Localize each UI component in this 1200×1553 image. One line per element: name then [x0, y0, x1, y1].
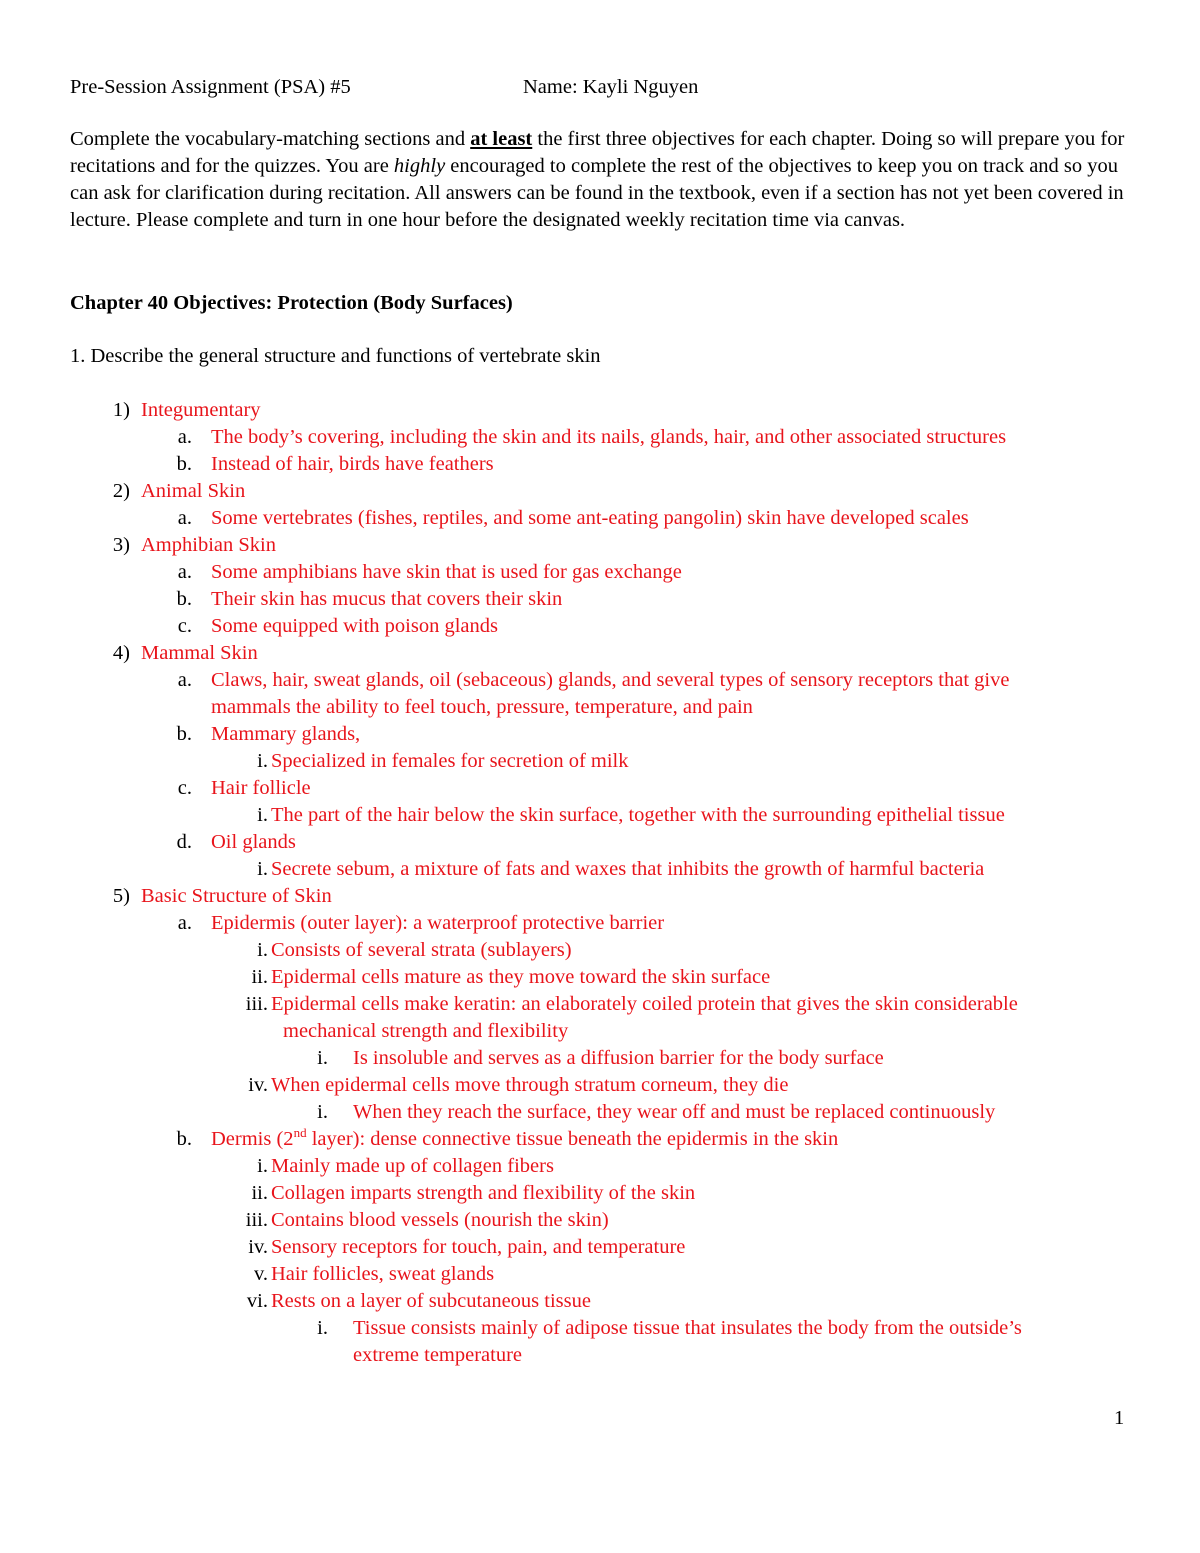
list-item-text: Some equipped with poison glands	[211, 615, 498, 637]
list-item-text: Hair follicles, sweat glands	[271, 1263, 495, 1285]
outline-section	[0, 397, 1200, 424]
list-item-text: The part of the hair below the skin surface, together with the surrounding epithelial tissue	[271, 804, 1005, 826]
instructions-paragraph	[70, 126, 1132, 234]
list-marker: ii.	[251, 966, 268, 988]
answer-outline	[0, 397, 1200, 1369]
list-marker: i.	[257, 939, 268, 961]
list-item	[0, 775, 1200, 802]
list-marker: i.	[317, 1317, 328, 1339]
list-item-text: mechanical strength and flexibility	[283, 1020, 569, 1042]
list-item-text: Secrete sebum, a mixture of fats and waxes that inhibits the growth of harmful bacteria	[271, 858, 985, 880]
list-item-text: Instead of hair, birds have feathers	[211, 453, 494, 475]
list-item	[0, 505, 1200, 532]
list-item	[0, 667, 1200, 694]
list-marker: iv.	[248, 1236, 268, 1258]
list-marker: 2)	[112, 480, 130, 502]
list-item-text: Hair follicle	[211, 777, 311, 799]
page-number: 1	[1114, 1407, 1125, 1429]
list-item-text: Mainly made up of collagen fibers	[271, 1155, 554, 1177]
intro-text-2: the first three objectives for each chapter. Doing so will prepare you for recitations and for the quizzes. You are	[70, 128, 1125, 177]
list-item	[0, 991, 1200, 1018]
list-item	[0, 559, 1200, 586]
list-item	[0, 802, 1200, 829]
list-item-text: When they reach the surface, they wear off and must be replaced continuously	[353, 1101, 996, 1123]
list-item	[0, 451, 1200, 478]
list-marker: a.	[177, 669, 192, 691]
list-item	[0, 1315, 1200, 1342]
list-marker: i.	[257, 1155, 268, 1177]
list-marker: b.	[176, 453, 192, 475]
list-item	[0, 1045, 1200, 1072]
list-marker: c.	[177, 615, 192, 637]
list-item	[0, 937, 1200, 964]
list-item	[0, 829, 1200, 856]
objective-1: 1. Describe the general structure and functions of vertebrate skin	[70, 345, 601, 367]
list-item	[0, 424, 1200, 451]
list-marker: ii.	[251, 1182, 268, 1204]
list-item	[0, 1072, 1200, 1099]
list-item	[0, 586, 1200, 613]
list-item	[0, 1153, 1200, 1180]
outline-section	[0, 478, 1200, 505]
list-marker: vi.	[246, 1290, 268, 1312]
list-marker: b.	[176, 1128, 192, 1150]
list-item	[0, 1126, 1200, 1153]
list-marker: i.	[257, 804, 268, 826]
section-title: Mammal Skin	[141, 642, 258, 664]
intro-italic: highly	[393, 155, 446, 177]
intro-bold: at least	[470, 128, 533, 150]
section-title: Animal Skin	[141, 480, 246, 502]
list-item-text: mammals the ability to feel touch, pressure, temperature, and pain	[211, 696, 753, 718]
outline-section	[0, 532, 1200, 559]
list-marker: 5)	[112, 885, 130, 907]
list-marker: a.	[177, 561, 192, 583]
chapter-heading: Chapter 40 Objectives: Protection (Body Surfaces)	[70, 292, 513, 314]
list-item-continuation	[0, 694, 1200, 721]
list-marker: d.	[176, 831, 192, 853]
list-item-text: Claws, hair, sweat glands, oil (sebaceous) glands, and several types of sensory receptors that give	[211, 669, 1010, 691]
page-header	[70, 74, 1130, 101]
section-title: Integumentary	[141, 399, 261, 421]
list-item-text: Specialized in females for secretion of milk	[271, 750, 629, 772]
list-item	[0, 1234, 1200, 1261]
list-item	[0, 964, 1200, 991]
list-item-text: Epidermal cells make keratin: an elaborately coiled protein that gives the skin considerable	[271, 993, 1018, 1015]
section-title: Amphibian Skin	[141, 534, 276, 556]
list-item-continuation	[0, 1342, 1200, 1369]
student-name: Name: Kayli Nguyen	[523, 76, 699, 98]
list-item-text: Epidermal cells mature as they move toward the skin surface	[271, 966, 771, 988]
list-marker: a.	[177, 912, 192, 934]
list-item-text: Is insoluble and serves as a diffusion barrier for the body surface	[353, 1047, 884, 1069]
assignment-title: Pre-Session Assignment (PSA) #5	[70, 76, 351, 98]
intro-text-1: Complete the vocabulary-matching sections and	[70, 128, 471, 150]
ordinal-superscript: nd	[293, 1125, 307, 1141]
list-marker: b.	[176, 588, 192, 610]
list-item-text: Epidermis (outer layer): a waterproof protective barrier	[211, 912, 665, 934]
list-item-text: The body’s covering, including the skin and its nails, glands, hair, and other associated structures	[211, 426, 1007, 448]
list-item-text: Their skin has mucus that covers their skin	[211, 588, 563, 610]
list-item	[0, 1261, 1200, 1288]
list-marker: v.	[253, 1263, 268, 1285]
list-marker: a.	[177, 426, 192, 448]
list-item-continuation	[0, 1018, 1200, 1045]
section-title: Basic Structure of Skin	[141, 885, 332, 907]
list-item	[0, 721, 1200, 748]
list-marker: iii.	[245, 993, 268, 1015]
intro-text-3: encouraged to complete the rest of the objectives to keep you on track and so you can ask for clarification during recitation. All answers can be found in the textbook, even if a section has not yet been covered in lecture. Please complete and turn in one hour before the designated weekly recitation time via canvas.	[70, 155, 1124, 231]
list-marker: iv.	[248, 1074, 268, 1096]
list-item-text: Contains blood vessels (nourish the skin)	[271, 1209, 609, 1231]
list-marker: b.	[176, 723, 192, 745]
list-item	[0, 748, 1200, 775]
list-item-text: Some vertebrates (fishes, reptiles, and some ant-eating pangolin) skin have developed scales	[211, 507, 969, 529]
list-item	[0, 1207, 1200, 1234]
list-item-text: Consists of several strata (sublayers)	[271, 939, 572, 961]
list-marker: 3)	[112, 534, 130, 556]
list-item-text: Collagen imparts strength and flexibility of the skin	[271, 1182, 696, 1204]
list-item	[0, 856, 1200, 883]
outline-section	[0, 883, 1200, 910]
list-item-text: Some amphibians have skin that is used for gas exchange	[211, 561, 682, 583]
list-item	[0, 1099, 1200, 1126]
list-item-text: Mammary glands,	[211, 723, 361, 745]
list-item-text: Tissue consists mainly of adipose tissue that insulates the body from the outside’s	[353, 1317, 1022, 1339]
list-marker: c.	[177, 777, 192, 799]
outline-section	[0, 640, 1200, 667]
list-marker: i.	[317, 1101, 328, 1123]
list-item	[0, 1288, 1200, 1315]
list-item	[0, 910, 1200, 937]
list-marker: i.	[257, 858, 268, 880]
list-item	[0, 1180, 1200, 1207]
list-marker: iii.	[245, 1209, 268, 1231]
list-marker: a.	[177, 507, 192, 529]
dermis-text: Dermis (2	[211, 1128, 294, 1150]
list-item-text: Oil glands	[211, 831, 296, 853]
list-item-text: Rests on a layer of subcutaneous tissue	[271, 1290, 591, 1312]
dermis-text-rest: layer): dense connective tissue beneath the epidermis in the skin	[306, 1128, 839, 1150]
list-marker: 1)	[112, 399, 130, 421]
list-item-text: extreme temperature	[353, 1344, 523, 1366]
list-item	[0, 613, 1200, 640]
list-marker: i.	[257, 750, 268, 772]
list-item-text: When epidermal cells move through stratum corneum, they die	[271, 1074, 789, 1096]
list-item-text: Sensory receptors for touch, pain, and temperature	[271, 1236, 686, 1258]
list-marker: 4)	[112, 642, 130, 664]
list-marker: i.	[317, 1047, 328, 1069]
list-item-text	[211, 1126, 1141, 1153]
